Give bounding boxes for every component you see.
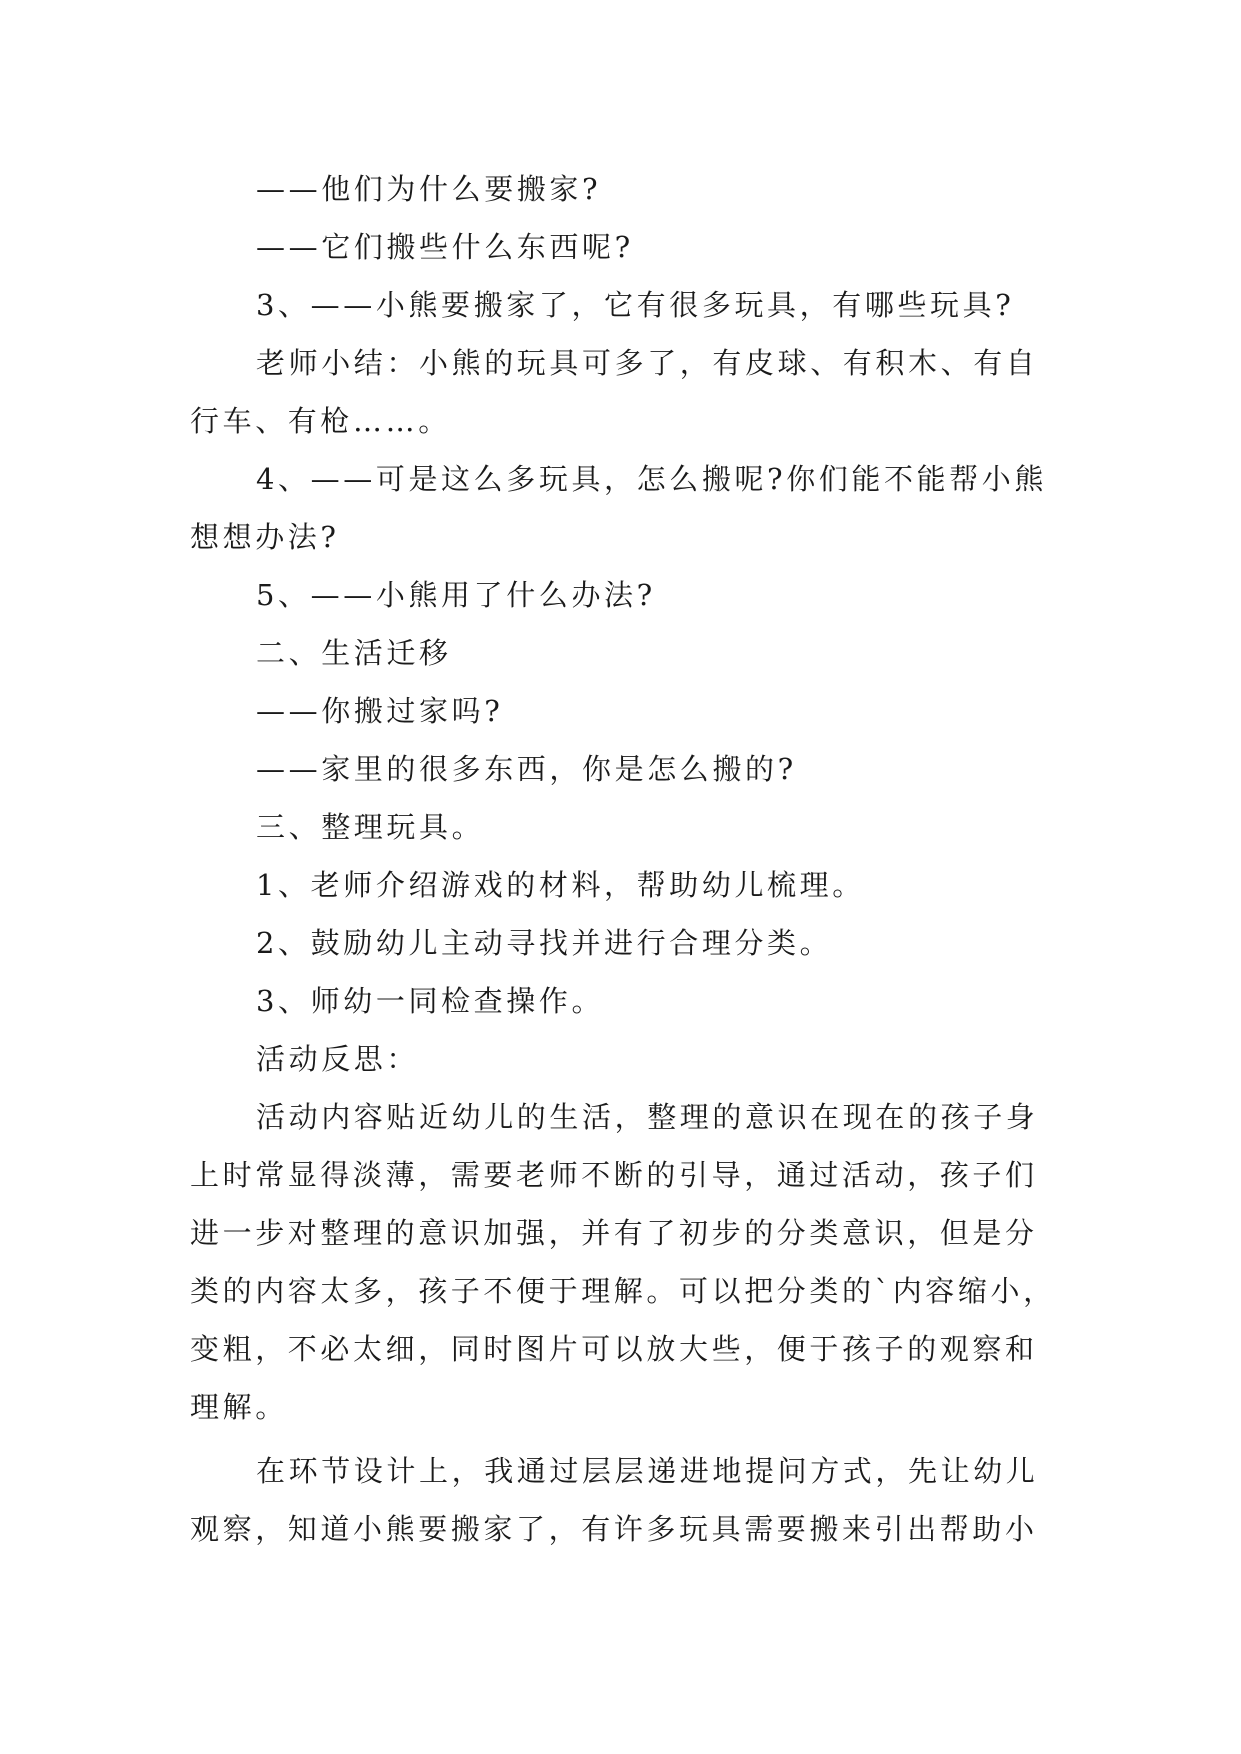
paragraph: 1、老师介绍游戏的材料，帮助幼儿梳理。 (256, 868, 865, 902)
paragraph: 2、鼓励幼儿主动寻找并进行合理分类。 (256, 926, 833, 960)
section-heading: 二、生活迁移 (256, 636, 452, 670)
paragraph: 老师小结：小熊的玩具可多了，有皮球、有积木、有自行车、有枪……。 (190, 346, 1039, 438)
paragraph: 5、——小熊用了什么办法? (256, 578, 656, 612)
reflection-paragraph: 活动内容贴近幼儿的生活，整理的意识在现在的孩子身上时常显得淡薄，需要老师不断的引导，通过活动，孩子们进一步对整理的意识加强，并有了初步的分类意识，但是分类的内容太多，孩子不便于理解。可以把分类的`内容缩小，变粗，不必太细，同时图片可以放大些，便于孩子的观察和理解。 (190, 1100, 1056, 1424)
reflection-paragraph: 在环节设计上，我通过层层递进地提问方式，先让幼儿观察，知道小熊要搬家了，有许多玩具需要搬来引出帮助小 (190, 1454, 1039, 1546)
section-heading: 三、整理玩具。 (256, 810, 485, 844)
paragraph: ——你搬过家吗? (256, 694, 504, 728)
paragraph: ——家里的很多东西，你是怎么搬的? (256, 752, 797, 786)
paragraph: 3、——小熊要搬家了，它有很多玩具，有哪些玩具? (256, 288, 1015, 322)
section-heading: 活动反思： (256, 1042, 420, 1076)
document-body (190, 160, 1060, 1558)
paragraph: ——他们为什么要搬家? (256, 172, 602, 206)
paragraph: 3、师幼一同检查操作。 (256, 984, 605, 1018)
paragraph: ——它们搬些什么东西呢? (256, 230, 634, 264)
paragraph: 4、——可是这么多玩具，怎么搬呢?你们能不能帮小熊想想办法? (190, 462, 1047, 554)
